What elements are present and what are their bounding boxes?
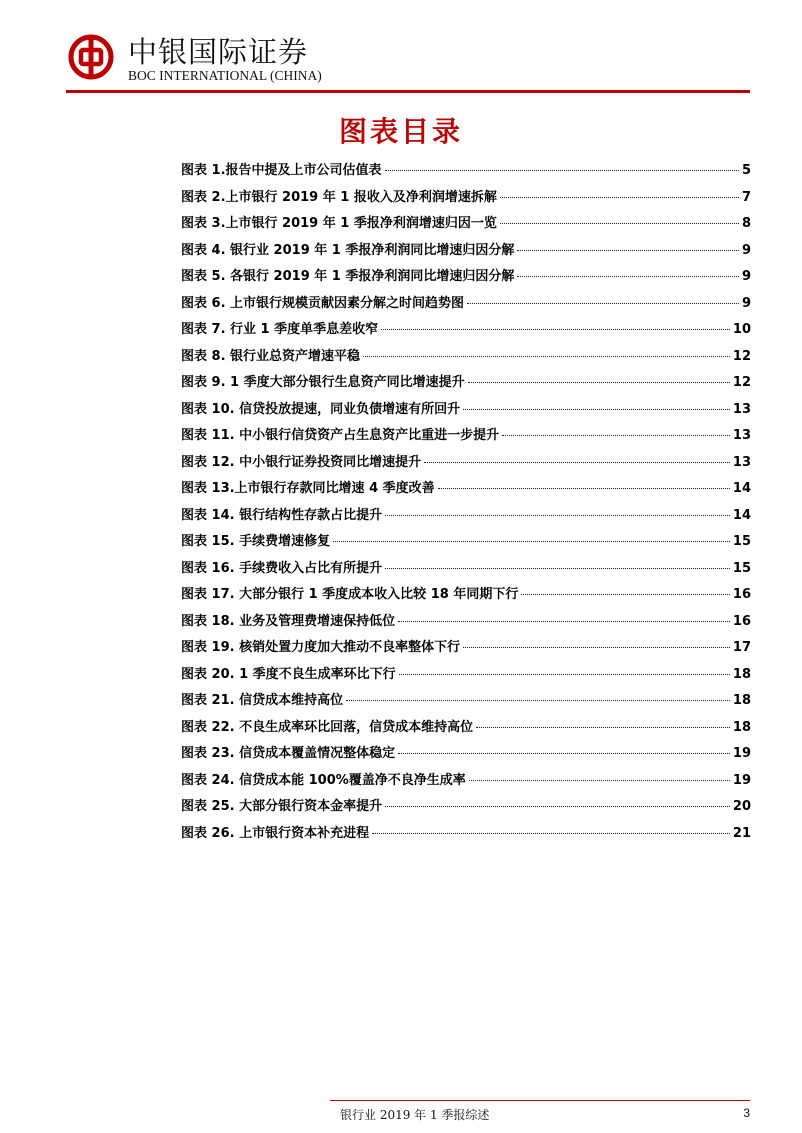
toc-entry-label: 图表 16. 手续费收入占比有所提升 [181, 560, 383, 576]
toc-leader-dots [424, 462, 730, 463]
toc-leader-dots [346, 700, 730, 701]
toc-leader-dots [500, 197, 739, 198]
toc-entry-page: 18 [732, 666, 751, 682]
toc-entry[interactable] [181, 504, 751, 531]
toc-entry-label: 图表 15. 手续费增速修复 [181, 534, 331, 549]
toc-entry-label: 图表 17. 大部分银行 1 季度成本收入比较 18 年同期下行 [181, 587, 519, 602]
toc-leader-dots [467, 303, 739, 304]
toc-entry[interactable] [181, 318, 751, 345]
toc-entry-label: 图表 20. 1 季度不良生成率环比下行 [181, 666, 396, 682]
toc-leader-dots [500, 223, 739, 224]
toc-entry[interactable] [181, 689, 751, 716]
toc-entry-label: 图表 4. 银行业 2019 年 1 季报净利润同比增速归因分解 [181, 242, 515, 258]
toc-entry-label: 图表 19. 核销处置力度加大推动不良率整体下行 [181, 640, 461, 655]
brand-name-en: BOC INTERNATIONAL (CHINA) [128, 68, 322, 83]
toc-entry-page: 5 [741, 163, 751, 178]
toc-entry-page: 13 [732, 428, 751, 443]
toc-leader-dots [333, 541, 730, 542]
toc-entry[interactable] [181, 530, 751, 557]
toc-entry-label: 图表 13.上市银行存款同比增速 4 季度改善 [181, 481, 435, 496]
toc-entry-page: 8 [741, 216, 751, 231]
toc-entry-page: 9 [741, 269, 751, 284]
toc-entry-page: 19 [732, 746, 751, 761]
toc-entry[interactable] [181, 583, 751, 610]
toc-entry[interactable] [181, 239, 751, 266]
toc-entry-page: 10 [732, 322, 751, 337]
toc-entry[interactable] [181, 265, 751, 292]
toc-entry[interactable] [181, 610, 751, 637]
toc-entry-label: 图表 18. 业务及管理费增速保持低位 [181, 613, 396, 629]
toc-entry-label: 图表 24. 信贷成本能 100%覆盖净不良净生成率 [181, 772, 466, 788]
toc-entry[interactable] [181, 212, 751, 239]
toc-entry-page: 15 [732, 534, 751, 549]
toc-entry[interactable] [181, 769, 751, 796]
toc-leader-dots [381, 329, 730, 330]
toc-entry[interactable] [181, 477, 751, 504]
toc-entry[interactable] [181, 292, 751, 319]
toc-leader-dots [385, 568, 730, 569]
toc-entry-page: 13 [732, 401, 751, 417]
toc-entry[interactable] [181, 636, 751, 663]
toc-entry[interactable] [181, 742, 751, 769]
toc-entry-label: 图表 6. 上市银行规模贡献因素分解之时间趋势图 [181, 295, 465, 311]
toc-leader-dots [398, 621, 730, 622]
toc-entry[interactable] [181, 822, 751, 849]
toc-entry-page: 16 [732, 613, 751, 629]
toc-leader-dots [385, 515, 730, 516]
toc-entry-label: 图表 26. 上市银行资本补充进程 [181, 825, 370, 841]
toc-entry[interactable] [181, 424, 751, 451]
toc-entry[interactable] [181, 451, 751, 478]
toc-leader-dots [463, 647, 730, 648]
toc-leader-dots [476, 727, 730, 728]
toc-leader-dots [438, 488, 730, 489]
toc-entry-label: 图表 8. 银行业总资产增速平稳 [181, 348, 361, 364]
toc-entry-page: 15 [732, 560, 751, 576]
toc-entry-label: 图表 3.上市银行 2019 年 1 季报净利润增速归因一览 [181, 216, 497, 231]
toc-entry-label: 图表 10. 信贷投放提速，同业负债增速有所回升 [181, 401, 461, 417]
brand-name-cn: 中银国际证券 [128, 35, 309, 69]
toc-entry[interactable] [181, 557, 751, 584]
toc-leader-dots [517, 250, 739, 251]
toc-entry-page: 13 [732, 454, 751, 470]
toc-title: 图表目录 [338, 115, 463, 148]
toc-entry-label: 图表 7. 行业 1 季度单季息差收窄 [181, 322, 379, 337]
toc-entry-page: 14 [732, 507, 751, 523]
toc-entry[interactable] [181, 795, 751, 822]
toc-leader-dots [463, 409, 730, 410]
toc-entry-page: 18 [732, 719, 751, 735]
toc-entry[interactable] [181, 398, 751, 425]
toc-entry-page: 9 [741, 242, 751, 258]
toc-entry-label: 图表 23. 信贷成本覆盖情况整体稳定 [181, 746, 396, 761]
toc-entry-page: 14 [732, 481, 751, 496]
toc-entry[interactable] [181, 186, 751, 213]
toc-entry-page: 9 [741, 295, 751, 311]
toc-entry[interactable] [181, 716, 751, 743]
toc-leader-dots [468, 382, 730, 383]
toc-list [181, 159, 751, 848]
toc-entry-page: 7 [741, 189, 751, 205]
toc-entry-label: 图表 22. 不良生成率环比回落，信贷成本维持高位 [181, 719, 474, 735]
toc-entry[interactable] [181, 159, 751, 186]
toc-entry-label: 图表 14. 银行结构性存款占比提升 [181, 507, 383, 523]
toc-leader-dots [372, 833, 730, 834]
footer-divider [330, 1100, 750, 1101]
toc-leader-dots [399, 674, 730, 675]
toc-entry[interactable] [181, 345, 751, 372]
toc-entry-page: 20 [732, 799, 751, 814]
toc-leader-dots [398, 753, 730, 754]
boc-logo-icon [68, 34, 114, 80]
toc-entry-label: 图表 2.上市银行 2019 年 1 报收入及净利润增速拆解 [181, 189, 497, 205]
toc-leader-dots [385, 170, 739, 171]
toc-entry-page: 18 [732, 693, 751, 708]
footer-page-number: 3 [743, 1106, 750, 1120]
toc-entry-label: 图表 1.报告中提及上市公司估值表 [181, 163, 382, 178]
toc-leader-dots [385, 806, 730, 807]
report-header [66, 28, 750, 90]
toc-leader-dots [502, 435, 730, 436]
toc-entry-label: 图表 11. 中小银行信贷资产占生息资产比重进一步提升 [181, 428, 500, 443]
toc-leader-dots [469, 780, 730, 781]
toc-entry-page: 19 [732, 772, 751, 788]
toc-entry-page: 21 [732, 825, 751, 841]
footer-report-title: 银行业 2019 年 1 季报综述 [340, 1108, 490, 1122]
toc-entry-label: 图表 21. 信贷成本维持高位 [181, 693, 344, 708]
toc-leader-dots [363, 356, 730, 357]
toc-entry-page: 12 [732, 375, 751, 390]
toc-entry[interactable] [181, 663, 751, 690]
toc-entry-label: 图表 25. 大部分银行资本金率提升 [181, 799, 383, 814]
toc-entry-label: 图表 9. 1 季度大部分银行生息资产同比增速提升 [181, 375, 465, 390]
toc-entry-label: 图表 12. 中小银行证券投资同比增速提升 [181, 454, 422, 470]
toc-entry-page: 16 [732, 587, 751, 602]
toc-leader-dots [517, 276, 739, 277]
header-divider [66, 90, 750, 93]
toc-entry-label: 图表 5. 各银行 2019 年 1 季报净利润同比增速归因分解 [181, 269, 515, 284]
toc-entry-page: 12 [732, 348, 751, 364]
toc-entry-page: 17 [732, 640, 751, 655]
toc-entry[interactable] [181, 371, 751, 398]
toc-leader-dots [521, 594, 730, 595]
